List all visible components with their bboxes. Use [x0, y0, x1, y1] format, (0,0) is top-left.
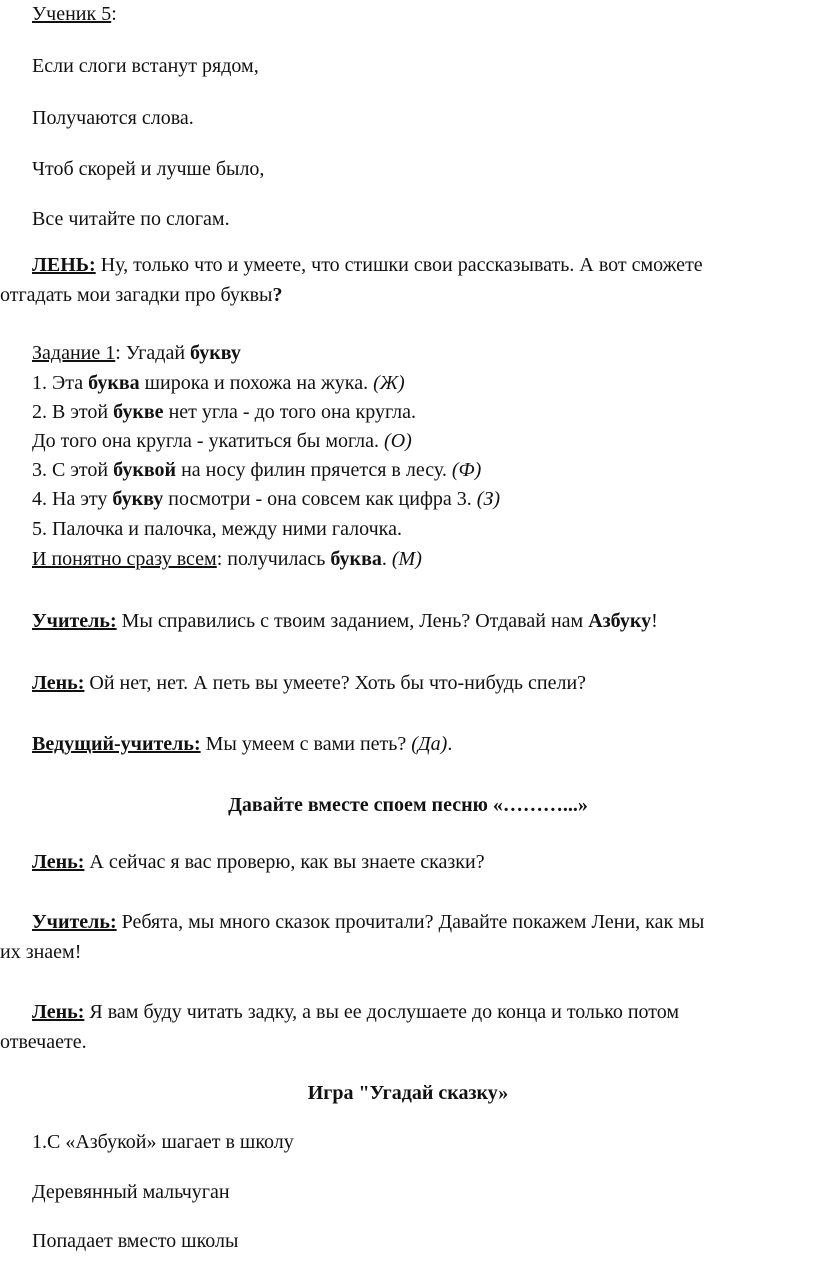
student-label: Ученик 5	[32, 3, 112, 25]
answer: (М)	[391, 548, 422, 570]
speaker-len: ЛЕНЬ:	[32, 254, 96, 276]
riddle-letter-2-cont: До того она кругла - укатиться бы могла. (О)	[32, 430, 412, 452]
len-remark-3: Лень: А сейчас я вас проверю, как вы знаете сказки?	[32, 851, 485, 873]
len-remark-1-text-2: отгадать мои загадки про буквы	[0, 284, 273, 306]
len-remark-1-line-2	[0, 283, 282, 307]
speaker-teacher: Учитель:	[32, 911, 117, 933]
fairy-riddle-line-2: Деревянный мальчуган	[32, 1181, 230, 1203]
poem-line-3: Чтоб скорей и лучше было,	[32, 158, 265, 180]
task-1-heading	[32, 341, 241, 365]
len-remark-4-line-2: отвечаете.	[0, 1031, 87, 1053]
riddle-letter-1: 1. Эта буква широка и похожа на жука. (Ж)	[32, 372, 405, 394]
len-remark-4-line-1: Лень: Я вам буду читать задку, а вы ее дослушаете до конца и только потом	[32, 1001, 680, 1023]
answer: (Ж)	[373, 372, 405, 394]
poem-line-2: Получаются слова.	[32, 107, 194, 129]
song-heading: Давайте вместе споем песню «………...»	[228, 794, 588, 816]
task-word: букву	[190, 342, 241, 364]
answer: (Ф)	[451, 459, 482, 481]
len-remark-1-text: Ну, только что и умеете, что стишки свои рассказывать. А вот сможете	[95, 254, 703, 276]
speaker-len: Лень:	[32, 851, 85, 873]
task-label: Задание 1	[32, 342, 116, 364]
teacher-remark-2-line-2: их знаем!	[0, 941, 82, 963]
riddle-letter-3: 3. С этой буквой на носу филин прячется в лесу. (Ф)	[32, 459, 482, 481]
task-text: : Угадай	[115, 342, 191, 364]
game-heading: Игра "Угадай сказку»	[307, 1082, 509, 1104]
host-teacher-remark: Ведущий-учитель: Мы умеем с вами петь? (Да).	[32, 733, 453, 755]
riddle-letter-4: 4. На эту букву посмотри - она совсем как цифра 3. (З)	[32, 488, 501, 510]
len-remark-1-qmark: ?	[272, 284, 283, 306]
len-remark-2: Лень: Ой нет, нет. А петь вы умеете? Хоть бы что-нибудь спели?	[32, 672, 587, 694]
fairy-riddle-line-3: Попадает вместо школы	[32, 1230, 239, 1252]
fairy-riddle-line-1: 1.С «Азбукой» шагает в школу	[32, 1131, 294, 1153]
teacher-remark-1: Учитель: Мы справились с твоим заданием, Лень? Отдавай нам Азбуку!	[32, 610, 658, 632]
student-colon: :	[111, 3, 117, 25]
speaker-host-teacher: Ведущий-учитель:	[32, 733, 201, 755]
riddle-letter-5-cont: И понятно сразу всем: получилась буква. (М)	[32, 548, 422, 570]
poem-line-1: Если слоги встанут рядом,	[32, 55, 259, 77]
speaker-teacher: Учитель:	[32, 610, 117, 632]
riddle-letter-5: 5. Палочка и палочка, между ними галочка.	[32, 518, 402, 540]
answer: (О)	[384, 430, 412, 452]
speaker-len: Лень:	[32, 672, 85, 694]
riddle-letter-2: 2. В этой букве нет угла - до того она кругла.	[32, 401, 417, 423]
speaker-len: Лень:	[32, 1001, 85, 1023]
len-remark-1-line-1	[32, 253, 703, 277]
answer: (З)	[476, 488, 501, 510]
teacher-remark-2-line-1: Учитель: Ребята, мы много сказок прочитали? Давайте покажем Лени, как мы	[32, 911, 705, 933]
poem-line-4: Все читайте по слогам.	[32, 208, 230, 230]
student-5-heading	[32, 2, 117, 26]
